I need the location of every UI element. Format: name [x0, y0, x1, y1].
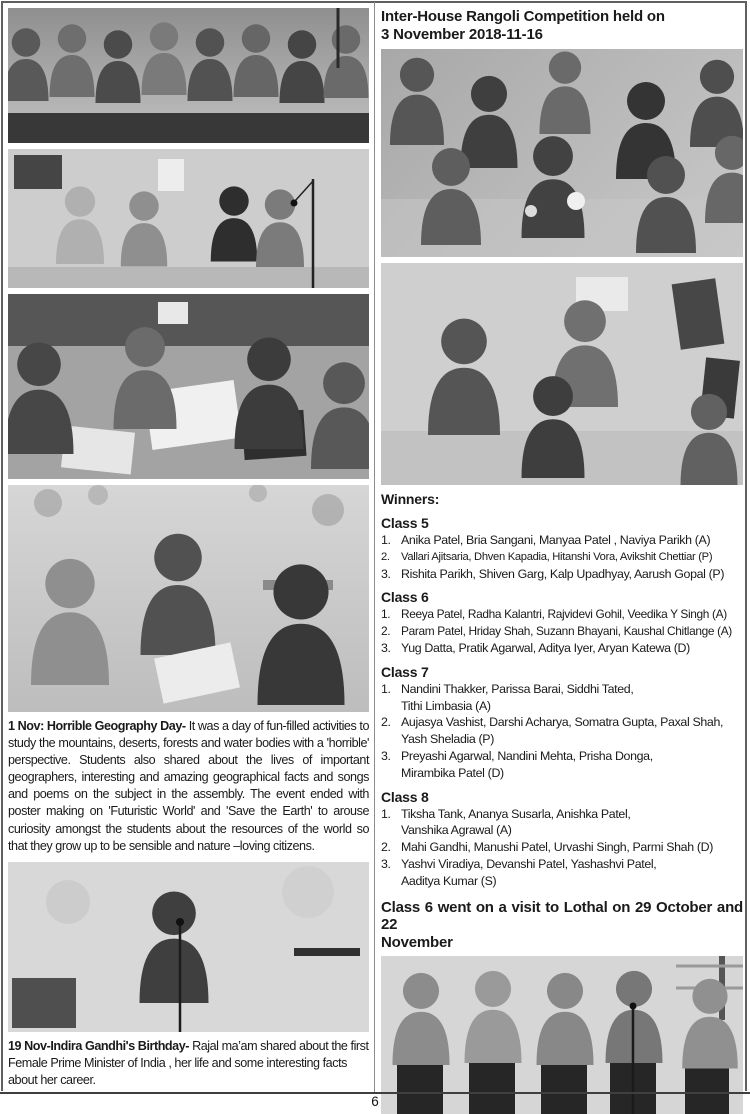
winner-item [381, 549, 743, 566]
photo-students-outdoor-group [8, 485, 369, 712]
winner-item [381, 532, 743, 549]
winner-item [381, 566, 743, 583]
item-number: 1. [381, 533, 391, 547]
item-number: 3. [381, 566, 391, 581]
item-text: Yug Datta, Pratik Agarwal, Aditya Iyer, Aryan Katewa (D) [401, 640, 690, 655]
winner-item [381, 606, 743, 623]
item-number: 2. [381, 715, 391, 730]
item-text: Yashvi Viradiya, Devanshi Patel, Yashashvi Patel, [401, 856, 657, 871]
photo-making-rangoli-art [381, 263, 743, 485]
right-column [381, 6, 743, 1114]
column-divider [374, 2, 375, 1092]
item-number: 1. [381, 607, 391, 622]
item-text: Nandini Thakker, Parissa Barai, Siddhi Tated, [401, 681, 634, 696]
winner-item [381, 714, 743, 748]
winners-label: Winners: [381, 491, 440, 507]
item-text: Rishita Parikh, Shiven Garg, Kalp Upadhyay, Aarush Gopal (P) [401, 566, 725, 581]
winner-item [381, 748, 743, 782]
item-text: Anika Patel, Bria Sangani, Manyaa Patel , Naviya Parikh (A) [401, 533, 711, 547]
class-8-block [381, 789, 743, 890]
item-text: Vanshika Agrawal (A) [401, 823, 512, 838]
photo-singing-row-art [381, 956, 743, 1114]
indira-birthday-paragraph [8, 1038, 369, 1089]
item-number: 1. [381, 806, 391, 821]
item-text: Preyashi Agarwal, Nandini Mehta, Prisha Donga, [401, 748, 653, 763]
photo-students-poster-making [8, 294, 369, 479]
winner-item [381, 856, 743, 890]
photo-students-skit-with-microphone [8, 149, 369, 288]
class-5-name: Class 5 [381, 515, 429, 531]
item-text: Reeya Patel, Radha Kalantri, Rajvidevi Gohil, Veedika Y Singh (A) [401, 607, 727, 622]
lothal-heading-line2: November [381, 933, 453, 951]
item-text: Tithi Limbasia (A) [401, 698, 491, 713]
item-text: Yash Sheladia (P) [401, 732, 494, 747]
item-text: Mahi Gandhi, Manushi Patel, Urvashi Singh, Parmi Shah (D) [401, 840, 713, 855]
item-text: Vallari Ajitsaria, Dhven Kapadia, Hitanshi Vora, Avikshit Chettiar (P) [401, 550, 713, 563]
item-text: Aujasya Vashist, Darshi Acharya, Somatra Gupta, Paxal Shah, [401, 715, 724, 730]
geography-day-heading: 1 Nov: Horrible Geography Day- [8, 719, 186, 733]
item-number: 3. [381, 640, 391, 655]
class-6-block [381, 589, 743, 656]
item-number: 3. [381, 748, 391, 763]
photo-poster-making-art [8, 294, 369, 479]
item-number: 2. [381, 840, 391, 855]
class-5-block [381, 515, 743, 582]
lothal-heading [381, 899, 743, 952]
indira-birthday-heading: 19 Nov-Indira Gandhi's Birthday- [8, 1038, 190, 1053]
item-text: Mirambika Patel (D) [401, 765, 504, 780]
rangoli-heading-line2: 3 November 2018-11-16 [381, 25, 543, 43]
photo-students-assembly-group [8, 8, 369, 143]
item-number: 3. [381, 856, 391, 871]
photo-students-skit-art [8, 149, 369, 288]
photo-students-assembly-group-art [8, 8, 369, 143]
indira-birthday-body: Rajal ma’am shared about the first Female Prime Minister of India , her life and some interesting facts about her career. [8, 1038, 369, 1087]
class-7-block [381, 664, 743, 782]
item-number: 2. [381, 550, 390, 563]
item-number: 2. [381, 624, 391, 639]
item-text: Tiksha Tank, Ananya Susarla, Anishka Patel, [401, 806, 631, 821]
class-7-name: Class 7 [381, 663, 429, 680]
class-8-name: Class 8 [381, 788, 429, 805]
page-number: 6 [371, 1094, 379, 1109]
photo-students-making-rangoli [381, 263, 743, 485]
winner-item [381, 806, 743, 840]
winner-item [381, 839, 743, 856]
photo-class6-students-singing-row [381, 956, 743, 1114]
photo-rangoli-competition-crowd [381, 49, 743, 257]
left-column [8, 8, 369, 1089]
winners-section [381, 491, 743, 890]
geography-day-body: It was a day of fun-filled activities to study the mountains, deserts, forests and water bodies with a 'horrible' perspective. Students also shared about the lives of important geographers, interesting and amazing geographical facts and songs and poems on the subject in the assembly. The event ended with poster making on 'Futuristic World' and 'Save the Earth' to arouse curiosity amongst the students about the resources of the world so that they grow up to be sensible and nature –loving citizens. [8, 719, 369, 853]
photo-rangoli-crowd-art [381, 49, 743, 257]
item-text: Param Patel, Hriday Shah, Suzann Bhayani, Kaushal Chitlange (A) [401, 624, 732, 639]
photo-teacher-speaking-microphone [8, 862, 369, 1032]
winner-item [381, 640, 743, 657]
rangoli-heading-line1: Inter-House Rangoli Competition held on [381, 8, 665, 25]
winner-item [381, 623, 743, 640]
geography-day-paragraph [8, 718, 369, 855]
item-text: Aaditya Kumar (S) [401, 873, 497, 888]
lothal-heading-line1: Class 6 went on a visit to Lothal on 29 October and 22 [381, 898, 743, 934]
photo-teacher-speaking-art [8, 862, 369, 1032]
rangoli-heading [381, 8, 743, 43]
item-number: 1. [381, 681, 391, 696]
photo-outdoor-group-art [8, 485, 369, 712]
class-6-name: Class 6 [381, 589, 429, 606]
winner-item [381, 681, 743, 715]
